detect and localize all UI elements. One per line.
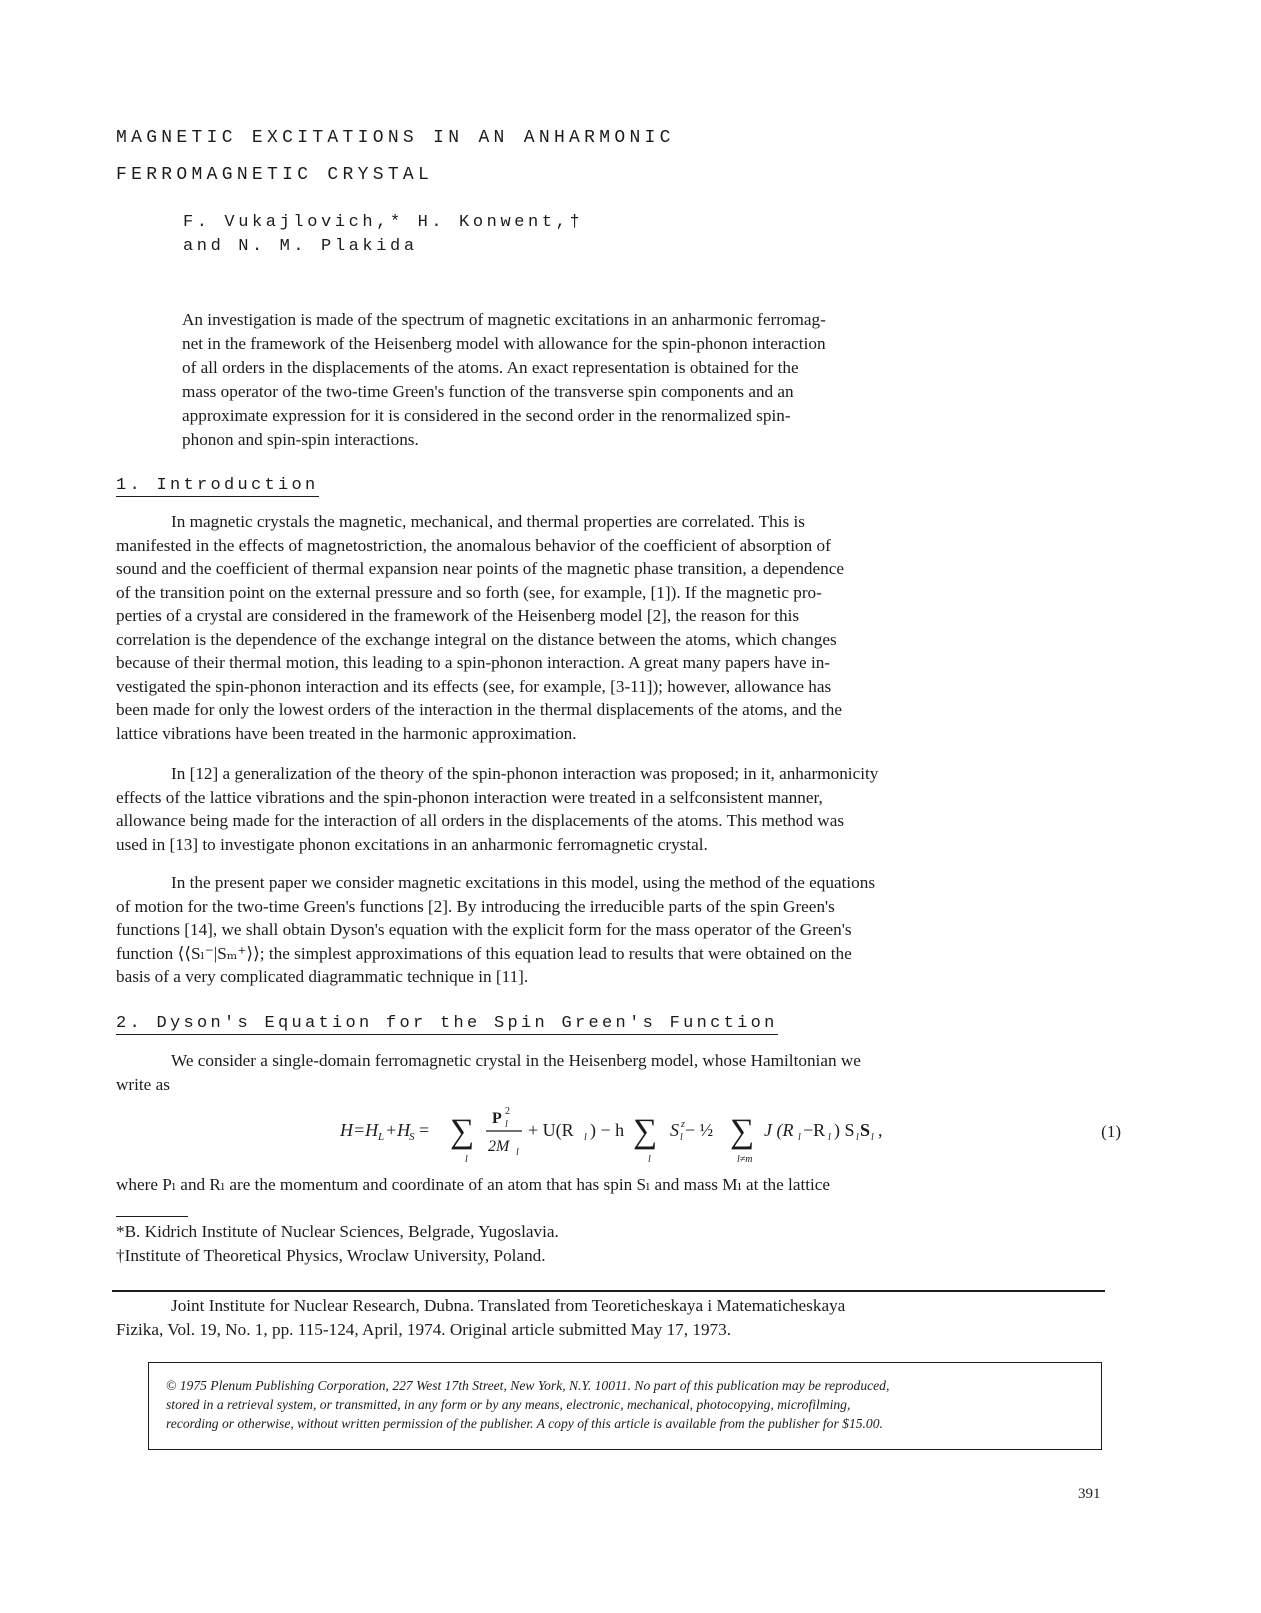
text-line: basis of a very complicated diagrammatic technique in [11]. [116, 967, 529, 986]
eq-equals: = [419, 1120, 430, 1140]
footnote-2: †Institute of Theoretical Physics, Wroclaw University, Poland. [116, 1246, 546, 1265]
text-line: Joint Institute for Nuclear Research, Dubna. Translated from Teoreticheskaya i Matematicheskaya [171, 1296, 846, 1315]
eq-term: S [670, 1120, 679, 1140]
footnote-1: *B. Kidrich Institute of Nuclear Sciences, Belgrade, Yugoslavia. [116, 1222, 559, 1241]
eq-sub: l [871, 1132, 874, 1143]
abstract-line: approximate expression for it is considered in the second order in the renormalized spin- [182, 406, 791, 425]
eq-term: ) − h [590, 1120, 625, 1140]
text-line: We consider a single-domain ferromagnetic crystal in the Heisenberg model, whose Hamiltonian we [171, 1051, 861, 1070]
text-line: In [12] a generalization of the theory of the spin-phonon interaction was proposed; in it, anharmonicity [171, 764, 879, 783]
authors-line-2: and N. M. Plakida [183, 237, 418, 256]
title-line-2: FERROMAGNETIC CRYSTAL [116, 165, 434, 185]
section-heading-introduction: 1. Introduction [116, 476, 319, 495]
text-line: correlation is the dependence of the exchange integral on the distance between the atoms, which changes [116, 629, 837, 649]
text-line: of motion for the two-time Green's functions [2]. By introducing the irreducible parts of the spin Green's [116, 896, 835, 916]
text-line: lattice vibrations have been treated in the harmonic approximation. [116, 723, 577, 743]
text-line: effects of the lattice vibrations and the spin-phonon interaction were treated in a selfconsistent manner, [116, 787, 823, 807]
eq-sub: l [856, 1132, 859, 1143]
text-line: perties of a crystal are considered in the framework of the Heisenberg model [2], the reason for this [116, 606, 800, 625]
eq-sup: z [681, 1119, 685, 1130]
eq-lhs: H=H [340, 1120, 379, 1140]
text-line: © 1975 Plenum Publishing Corporation, 227 West 17th Street, New York, N.Y. 10011. No part of this publication may be reproduced, [166, 1378, 890, 1393]
sum-index: l [648, 1154, 651, 1165]
text-line: where Pₗ and Rₗ are the momentum and coordinate of an atom that has spin Sₗ and mass Mₗ at the lattice [116, 1175, 831, 1194]
eq-sub: S [409, 1131, 415, 1143]
eq-numerator: P [492, 1110, 502, 1127]
copyright-notice [166, 1376, 1096, 1433]
page-number: 391 [1078, 1486, 1101, 1502]
text-line: In the present paper we consider magnetic excitations in this model, using the method of the equations [171, 873, 876, 892]
intro-paragraph-2 [116, 762, 1126, 856]
dyson-paragraph-1 [116, 1049, 1126, 1096]
text-line: vestigated the spin-phonon interaction and its effects (see, for example, [3-11]); however, allowance has [116, 676, 832, 696]
eq-term: ) S [834, 1120, 855, 1140]
equation-number: (1) [1101, 1122, 1121, 1141]
intro-paragraph-3 [116, 871, 1126, 989]
sum-index: l [465, 1154, 468, 1165]
eq-denominator: 2M [488, 1138, 510, 1155]
text-line: of the transition point on the external pressure and so forth (see, for example, [1]). If the magnetic pro- [116, 582, 822, 602]
sum-symbol: ∑ [730, 1113, 755, 1150]
text-line: allowance being made for the interaction of all orders in the displacements of the atoms. This method was [116, 811, 845, 830]
eq-term: J (R [764, 1120, 794, 1140]
eq-term: − ½ [685, 1120, 714, 1140]
abstract-line: of all orders in the displacements of the atoms. An exact representation is obtained for the [182, 358, 799, 377]
text-line: function ⟨⟨Sₗ⁻|Sₘ⁺⟩⟩; the simplest approximations of this equation lead to results that were obtained on the [116, 943, 852, 963]
text-line: used in [13] to investigate phonon excitations in an anharmonic ferromagnetic crystal. [116, 834, 708, 854]
sum-symbol: ∑ [633, 1113, 658, 1150]
text-line: In magnetic crystals the magnetic, mechanical, and thermal properties are correlated. This is [171, 512, 805, 531]
text-line: because of their thermal motion, this leading to a spin-phonon interaction. A great many papers have in- [116, 653, 831, 672]
journal-rule [112, 1290, 1105, 1292]
eq-comma: , [878, 1120, 883, 1140]
journal-info [116, 1294, 1106, 1342]
sum-symbol: ∑ [450, 1113, 475, 1150]
eq-term: −R [803, 1120, 826, 1140]
eq-sub: l [584, 1132, 587, 1143]
eq-sub: l [680, 1132, 683, 1143]
text-line: recording or otherwise, without written permission of the publisher. A copy of this article is available from the publisher for $15.00. [166, 1416, 883, 1431]
eq-sup: 2 [505, 1106, 510, 1117]
text-line: manifested in the effects of magnetostriction, the anomalous behavior of the coefficient of absorption of [116, 535, 831, 555]
abstract [182, 308, 1062, 452]
footnote-rule [116, 1216, 188, 1217]
abstract-line: An investigation is made of the spectrum of magnetic excitations in an anharmonic ferromag- [182, 310, 826, 329]
eq-sub: L [378, 1131, 385, 1143]
abstract-line: net in the framework of the Heisenberg model with allowance for the spin-phonon interaction [182, 334, 826, 353]
text-line: stored in a retrieval system, or transmitted, in any form or by any means, electronic, mechanical, photocopying, microfilming, [166, 1397, 851, 1412]
eq-term: S [860, 1120, 871, 1140]
eq-sub: l [798, 1132, 801, 1143]
title-line-1: MAGNETIC EXCITATIONS IN AN ANHARMONIC [116, 128, 675, 148]
text-line: Fizika, Vol. 19, No. 1, pp. 115-124, April, 1974. Original article submitted May 17, 1973. [116, 1320, 732, 1339]
text-line: sound and the coefficient of thermal expansion near points of the magnetic phase transition, a dependence [116, 559, 844, 578]
text-line: write as [116, 1074, 170, 1094]
authors-line-1: F. Vukajlovich,* H. Konwent,† [183, 213, 584, 232]
eq-sub: l [828, 1132, 831, 1143]
eq-sub: l [516, 1147, 519, 1158]
after-equation-text [116, 1173, 1126, 1197]
eq-sub: l [505, 1119, 508, 1130]
abstract-line: mass operator of the two-time Green's function of the transverse spin components and an [182, 382, 794, 401]
eq-plus-hs: +H [385, 1120, 411, 1140]
eq-term: + U(R [528, 1120, 574, 1140]
hamiltonian-equation [340, 1098, 1120, 1168]
section-heading-dyson: 2. Dyson's Equation for the Spin Green's Function [116, 1014, 778, 1033]
sum-index: l≠m [737, 1154, 753, 1165]
abstract-line: phonon and spin-spin interactions. [182, 430, 419, 449]
text-line: been made for only the lowest orders of the interaction in the thermal displacements of the atoms, and the [116, 700, 842, 719]
intro-paragraph-1 [116, 510, 1126, 745]
text-line: functions [14], we shall obtain Dyson's equation with the explicit form for the mass operator of the Green's [116, 920, 852, 939]
